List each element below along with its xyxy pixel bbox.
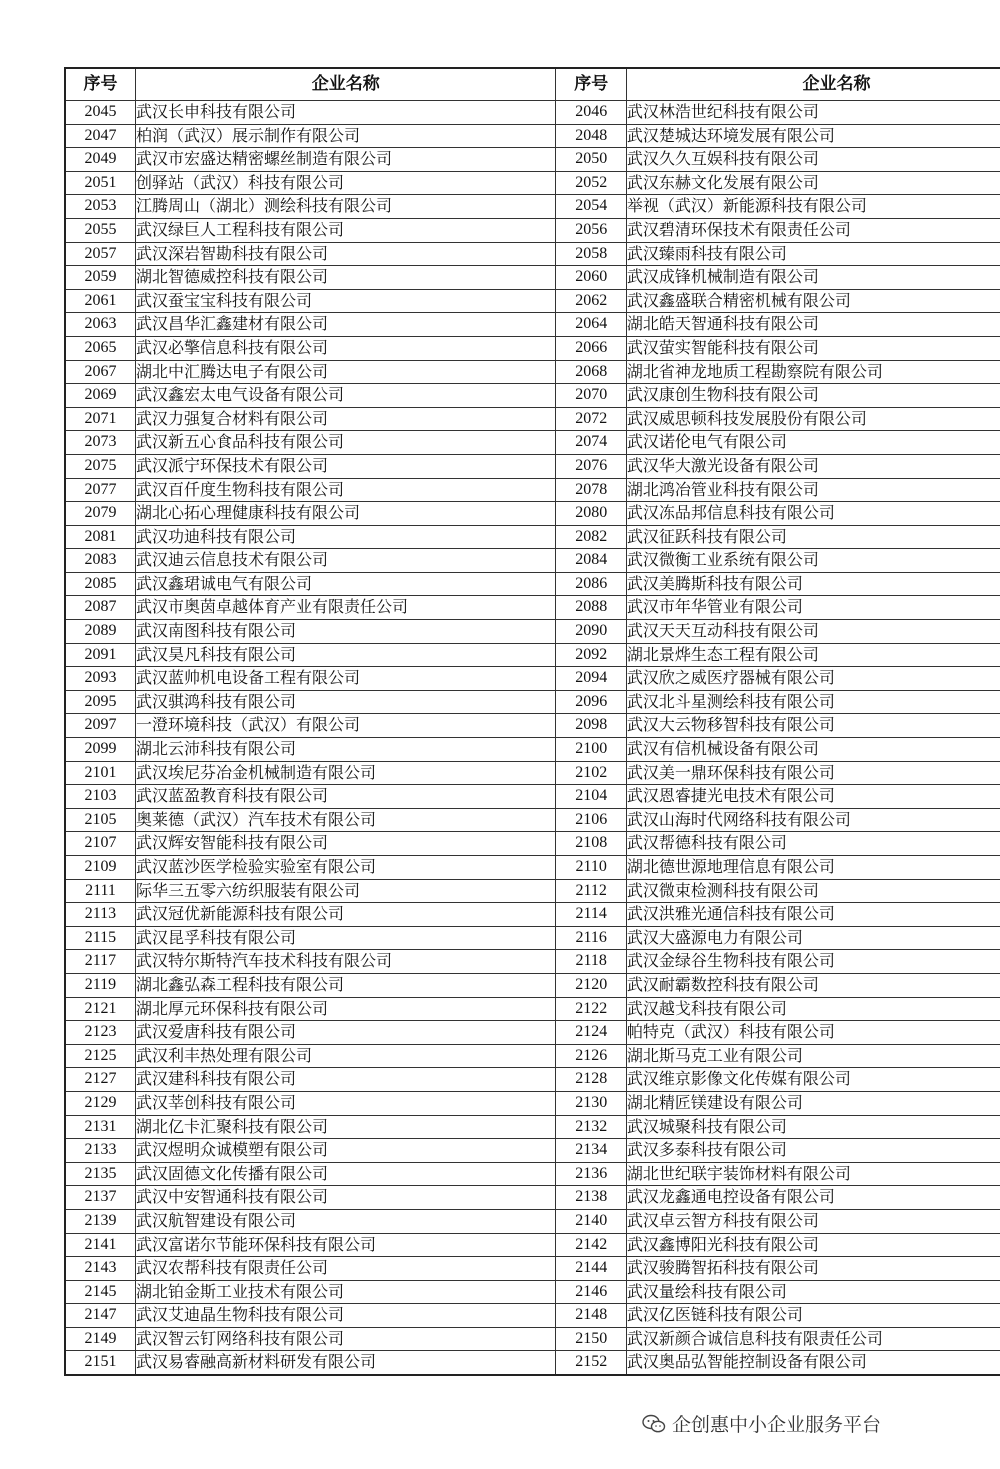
company-name-cell: 湖北智德威控科技有限公司 — [135, 266, 556, 290]
company-name-cell: 武汉维京影像文化传媒有限公司 — [626, 1068, 1000, 1092]
serial-cell: 2069 — [65, 384, 135, 408]
company-name-cell: 武汉微束检测科技有限公司 — [626, 879, 1000, 903]
company-name-cell: 武汉市奥茵卓越体育产业有限责任公司 — [135, 596, 556, 620]
header-serial-left: 序号 — [65, 68, 135, 101]
company-name-cell: 湖北亿卡汇聚科技有限公司 — [135, 1115, 556, 1139]
serial-cell: 2120 — [556, 973, 626, 997]
serial-cell: 2096 — [556, 690, 626, 714]
serial-cell: 2059 — [65, 266, 135, 290]
company-name-cell: 湖北厚元环保科技有限公司 — [135, 997, 556, 1021]
serial-cell: 2073 — [65, 431, 135, 455]
company-name-cell: 武汉天天互动科技有限公司 — [626, 620, 1000, 644]
serial-cell: 2045 — [65, 101, 135, 125]
serial-cell: 2094 — [556, 667, 626, 691]
company-name-cell: 湖北铂金斯工业技术有限公司 — [135, 1280, 556, 1304]
serial-cell: 2092 — [556, 643, 626, 667]
company-name-cell: 武汉冻品邦信息科技有限公司 — [626, 502, 1000, 526]
company-name-cell: 武汉林浩世纪科技有限公司 — [626, 101, 1000, 125]
table-body — [65, 101, 1000, 1376]
table-row — [65, 808, 1000, 832]
serial-cell: 2053 — [65, 195, 135, 219]
company-name-cell: 武汉康创生物科技有限公司 — [626, 384, 1000, 408]
company-name-cell: 武汉帮德科技有限公司 — [626, 832, 1000, 856]
table-row — [65, 572, 1000, 596]
company-name-cell: 湖北鸿冶管业科技有限公司 — [626, 478, 1000, 502]
company-name-cell: 武汉鑫宏太电气设备有限公司 — [135, 384, 556, 408]
serial-cell: 2079 — [65, 502, 135, 526]
serial-cell: 2118 — [556, 950, 626, 974]
company-name-cell: 湖北景烨生态工程有限公司 — [626, 643, 1000, 667]
company-name-cell: 武汉久久互娱科技有限公司 — [626, 148, 1000, 172]
company-name-cell: 武汉鑫盛联合精密机械有限公司 — [626, 289, 1000, 313]
company-name-cell: 武汉埃尼芬冶金机械制造有限公司 — [135, 761, 556, 785]
company-name-cell: 武汉迪云信息技术有限公司 — [135, 549, 556, 573]
serial-cell: 2128 — [556, 1068, 626, 1092]
company-name-cell: 武汉城聚科技有限公司 — [626, 1115, 1000, 1139]
company-name-cell: 武汉多泰科技有限公司 — [626, 1139, 1000, 1163]
company-name-cell: 武汉农帮科技有限责任公司 — [135, 1257, 556, 1281]
table-row — [65, 926, 1000, 950]
company-name-cell: 武汉智云钉网络科技有限公司 — [135, 1327, 556, 1351]
company-name-cell: 武汉特尔斯特汽车技术科技有限公司 — [135, 950, 556, 974]
serial-cell: 2122 — [556, 997, 626, 1021]
table-row — [65, 856, 1000, 880]
company-name-cell: 武汉征跃科技有限公司 — [626, 525, 1000, 549]
table-row — [65, 266, 1000, 290]
serial-cell: 2062 — [556, 289, 626, 313]
serial-cell: 2107 — [65, 832, 135, 856]
serial-cell: 2047 — [65, 124, 135, 148]
serial-cell: 2087 — [65, 596, 135, 620]
serial-cell: 2048 — [556, 124, 626, 148]
serial-cell: 2054 — [556, 195, 626, 219]
company-name-cell: 武汉蓝沙医学检验实验室有限公司 — [135, 856, 556, 880]
company-name-cell: 武汉亿医链科技有限公司 — [626, 1304, 1000, 1328]
table-row — [65, 1304, 1000, 1328]
serial-cell: 2139 — [65, 1209, 135, 1233]
table-row — [65, 1209, 1000, 1233]
table-row — [65, 1068, 1000, 1092]
serial-cell: 2116 — [556, 926, 626, 950]
table-row — [65, 1115, 1000, 1139]
serial-cell: 2108 — [556, 832, 626, 856]
company-name-cell: 武汉长申科技有限公司 — [135, 101, 556, 125]
serial-cell: 2056 — [556, 218, 626, 242]
company-name-cell: 武汉大盛源电力有限公司 — [626, 926, 1000, 950]
company-list-sheet — [64, 67, 1000, 1376]
company-name-cell: 武汉萤实智能科技有限公司 — [626, 336, 1000, 360]
serial-cell: 2142 — [556, 1233, 626, 1257]
serial-cell: 2149 — [65, 1327, 135, 1351]
company-name-cell: 武汉卓云智方科技有限公司 — [626, 1209, 1000, 1233]
company-name-cell: 武汉市年华管业有限公司 — [626, 596, 1000, 620]
serial-cell: 2049 — [65, 148, 135, 172]
company-name-cell: 武汉富诺尔节能环保科技有限公司 — [135, 1233, 556, 1257]
serial-cell: 2109 — [65, 856, 135, 880]
company-name-cell: 武汉蚕宝宝科技有限公司 — [135, 289, 556, 313]
serial-cell: 2090 — [556, 620, 626, 644]
serial-cell: 2147 — [65, 1304, 135, 1328]
company-name-cell: 武汉力强复合材料有限公司 — [135, 407, 556, 431]
company-name-cell: 武汉鑫珺诚电气有限公司 — [135, 572, 556, 596]
company-name-cell: 武汉航智建设有限公司 — [135, 1209, 556, 1233]
serial-cell: 2110 — [556, 856, 626, 880]
company-name-cell: 湖北皓天智通科技有限公司 — [626, 313, 1000, 337]
company-name-cell: 武汉爱唐科技有限公司 — [135, 1021, 556, 1045]
company-name-cell: 湖北省神龙地质工程勘察院有限公司 — [626, 360, 1000, 384]
serial-cell: 2119 — [65, 973, 135, 997]
company-name-cell: 武汉成锋机械制造有限公司 — [626, 266, 1000, 290]
company-name-cell: 湖北德世源地理信息有限公司 — [626, 856, 1000, 880]
company-name-cell: 武汉易睿融高新材料研发有限公司 — [135, 1351, 556, 1375]
company-name-cell: 武汉中安智通科技有限公司 — [135, 1186, 556, 1210]
company-name-cell: 帕特克（武汉）科技有限公司 — [626, 1021, 1000, 1045]
company-name-cell: 武汉微衡工业系统有限公司 — [626, 549, 1000, 573]
serial-cell: 2145 — [65, 1280, 135, 1304]
company-name-cell: 武汉市宏盛达精密螺丝制造有限公司 — [135, 148, 556, 172]
serial-cell: 2125 — [65, 1044, 135, 1068]
company-name-cell: 武汉必擎信息科技有限公司 — [135, 336, 556, 360]
serial-cell: 2050 — [556, 148, 626, 172]
company-name-cell: 武汉大云物移智科技有限公司 — [626, 714, 1000, 738]
table-row — [65, 950, 1000, 974]
table-row — [65, 454, 1000, 478]
company-name-cell: 奥莱德（武汉）汽车技术有限公司 — [135, 808, 556, 832]
serial-cell: 2099 — [65, 738, 135, 762]
table-row — [65, 478, 1000, 502]
serial-cell: 2131 — [65, 1115, 135, 1139]
company-name-cell: 湖北世纪联宇装饰材料有限公司 — [626, 1162, 1000, 1186]
serial-cell: 2106 — [556, 808, 626, 832]
company-name-cell: 武汉楚城达环境发展有限公司 — [626, 124, 1000, 148]
table-row — [65, 997, 1000, 1021]
company-name-cell: 武汉欣之威医疗器械有限公司 — [626, 667, 1000, 691]
table-row — [65, 879, 1000, 903]
company-name-cell: 江腾周山（湖北）测绘科技有限公司 — [135, 195, 556, 219]
serial-cell: 2058 — [556, 242, 626, 266]
serial-cell: 2152 — [556, 1351, 626, 1375]
company-name-cell: 武汉威思顿科技发展股份有限公司 — [626, 407, 1000, 431]
company-name-cell: 武汉绿巨人工程科技有限公司 — [135, 218, 556, 242]
serial-cell: 2104 — [556, 785, 626, 809]
serial-cell: 2065 — [65, 336, 135, 360]
serial-cell: 2138 — [556, 1186, 626, 1210]
company-name-cell: 武汉新颜合诚信息科技有限责任公司 — [626, 1327, 1000, 1351]
serial-cell: 2100 — [556, 738, 626, 762]
table-row — [65, 525, 1000, 549]
company-name-cell: 武汉百仟度生物科技有限公司 — [135, 478, 556, 502]
company-name-cell: 武汉耐霸数控科技有限公司 — [626, 973, 1000, 997]
serial-cell: 2141 — [65, 1233, 135, 1257]
table-row — [65, 761, 1000, 785]
serial-cell: 2066 — [556, 336, 626, 360]
company-name-cell: 武汉诺伦电气有限公司 — [626, 431, 1000, 455]
serial-cell: 2151 — [65, 1351, 135, 1375]
serial-cell: 2126 — [556, 1044, 626, 1068]
company-name-cell: 武汉骏腾智拓科技有限公司 — [626, 1257, 1000, 1281]
serial-cell: 2129 — [65, 1091, 135, 1115]
table-row — [65, 620, 1000, 644]
company-name-cell: 湖北斯马克工业有限公司 — [626, 1044, 1000, 1068]
header-serial-right: 序号 — [556, 68, 626, 101]
company-name-cell: 柏润（武汉）展示制作有限公司 — [135, 124, 556, 148]
table-row — [65, 785, 1000, 809]
company-name-cell: 武汉冠优新能源科技有限公司 — [135, 903, 556, 927]
table-row — [65, 596, 1000, 620]
table-row — [65, 1186, 1000, 1210]
serial-cell: 2083 — [65, 549, 135, 573]
serial-cell: 2098 — [556, 714, 626, 738]
serial-cell: 2078 — [556, 478, 626, 502]
table-row — [65, 714, 1000, 738]
serial-cell: 2080 — [556, 502, 626, 526]
serial-cell: 2127 — [65, 1068, 135, 1092]
company-name-cell: 湖北中汇腾达电子有限公司 — [135, 360, 556, 384]
company-name-cell: 武汉碧清环保技术有限责任公司 — [626, 218, 1000, 242]
serial-cell: 2123 — [65, 1021, 135, 1045]
serial-cell: 2061 — [65, 289, 135, 313]
serial-cell: 2081 — [65, 525, 135, 549]
serial-cell: 2091 — [65, 643, 135, 667]
serial-cell: 2067 — [65, 360, 135, 384]
company-name-cell: 武汉建科科技有限公司 — [135, 1068, 556, 1092]
company-name-cell: 武汉新五心食品科技有限公司 — [135, 431, 556, 455]
table-row — [65, 148, 1000, 172]
serial-cell: 2137 — [65, 1186, 135, 1210]
wechat-icon — [642, 1413, 666, 1435]
company-name-cell: 湖北心拓心理健康科技有限公司 — [135, 502, 556, 526]
serial-cell: 2144 — [556, 1257, 626, 1281]
serial-cell: 2052 — [556, 171, 626, 195]
company-name-cell: 武汉东赫文化发展有限公司 — [626, 171, 1000, 195]
company-name-cell: 武汉艾迪晶生物科技有限公司 — [135, 1304, 556, 1328]
table-row — [65, 289, 1000, 313]
company-name-cell: 一澄环境科技（武汉）有限公司 — [135, 714, 556, 738]
company-name-cell: 湖北云沛科技有限公司 — [135, 738, 556, 762]
serial-cell: 2076 — [556, 454, 626, 478]
header-company-name-left: 企业名称 — [135, 68, 556, 101]
table-row — [65, 1044, 1000, 1068]
serial-cell: 2102 — [556, 761, 626, 785]
serial-cell: 2101 — [65, 761, 135, 785]
company-name-cell: 武汉蓝帅机电设备工程有限公司 — [135, 667, 556, 691]
serial-cell: 2074 — [556, 431, 626, 455]
table-row — [65, 1091, 1000, 1115]
company-name-cell: 武汉南图科技有限公司 — [135, 620, 556, 644]
company-name-cell: 武汉派宁环保技术有限公司 — [135, 454, 556, 478]
table-row — [65, 549, 1000, 573]
company-name-cell: 武汉功迪科技有限公司 — [135, 525, 556, 549]
serial-cell: 2077 — [65, 478, 135, 502]
company-name-cell: 武汉奥品弘智能控制设备有限公司 — [626, 1351, 1000, 1375]
serial-cell: 2051 — [65, 171, 135, 195]
table-row — [65, 1280, 1000, 1304]
table-row — [65, 360, 1000, 384]
serial-cell: 2068 — [556, 360, 626, 384]
company-name-cell: 武汉华大激光设备有限公司 — [626, 454, 1000, 478]
serial-cell: 2105 — [65, 808, 135, 832]
table-row — [65, 384, 1000, 408]
serial-cell: 2113 — [65, 903, 135, 927]
header-company-name-right: 企业名称 — [626, 68, 1000, 101]
table-row — [65, 903, 1000, 927]
table-row — [65, 1021, 1000, 1045]
serial-cell: 2111 — [65, 879, 135, 903]
table-row — [65, 101, 1000, 125]
table-row — [65, 738, 1000, 762]
company-name-cell: 武汉美一鼎环保科技有限公司 — [626, 761, 1000, 785]
table-row — [65, 690, 1000, 714]
serial-cell: 2089 — [65, 620, 135, 644]
serial-cell: 2084 — [556, 549, 626, 573]
serial-cell: 2130 — [556, 1091, 626, 1115]
table-row — [65, 431, 1000, 455]
serial-cell: 2093 — [65, 667, 135, 691]
table-row — [65, 1233, 1000, 1257]
company-name-cell: 际华三五零六纺织服装有限公司 — [135, 879, 556, 903]
company-name-cell: 湖北精匠镁建设有限公司 — [626, 1091, 1000, 1115]
company-name-cell: 武汉恩睿捷光电技术有限公司 — [626, 785, 1000, 809]
serial-cell: 2133 — [65, 1139, 135, 1163]
company-name-cell: 武汉臻雨科技有限公司 — [626, 242, 1000, 266]
serial-cell: 2135 — [65, 1162, 135, 1186]
serial-cell: 2088 — [556, 596, 626, 620]
serial-cell: 2085 — [65, 572, 135, 596]
serial-cell: 2146 — [556, 1280, 626, 1304]
table-row — [65, 407, 1000, 431]
serial-cell: 2143 — [65, 1257, 135, 1281]
serial-cell: 2070 — [556, 384, 626, 408]
serial-cell: 2057 — [65, 242, 135, 266]
company-name-cell: 举视（武汉）新能源科技有限公司 — [626, 195, 1000, 219]
table-row — [65, 171, 1000, 195]
table-row — [65, 643, 1000, 667]
company-name-cell: 武汉深岩智勘科技有限公司 — [135, 242, 556, 266]
serial-cell: 2075 — [65, 454, 135, 478]
company-name-cell: 武汉有信机械设备有限公司 — [626, 738, 1000, 762]
company-name-cell: 武汉量绘科技有限公司 — [626, 1280, 1000, 1304]
company-name-cell: 武汉固德文化传播有限公司 — [135, 1162, 556, 1186]
company-name-cell: 创驿站（武汉）科技有限公司 — [135, 171, 556, 195]
serial-cell: 2082 — [556, 525, 626, 549]
watermark — [642, 1410, 881, 1437]
table-row — [65, 832, 1000, 856]
table-row — [65, 502, 1000, 526]
table-row — [65, 313, 1000, 337]
table-row — [65, 1351, 1000, 1375]
serial-cell: 2086 — [556, 572, 626, 596]
company-name-cell: 武汉美腾斯科技有限公司 — [626, 572, 1000, 596]
serial-cell: 2124 — [556, 1021, 626, 1045]
serial-cell: 2115 — [65, 926, 135, 950]
serial-cell: 2072 — [556, 407, 626, 431]
table-row — [65, 667, 1000, 691]
serial-cell: 2114 — [556, 903, 626, 927]
company-name-cell: 武汉鑫博阳光科技有限公司 — [626, 1233, 1000, 1257]
serial-cell: 2055 — [65, 218, 135, 242]
table-row — [65, 1139, 1000, 1163]
company-name-cell: 湖北鑫弘森工程科技有限公司 — [135, 973, 556, 997]
serial-cell: 2150 — [556, 1327, 626, 1351]
company-name-cell: 武汉龙鑫通电控设备有限公司 — [626, 1186, 1000, 1210]
company-name-cell: 武汉莘创科技有限公司 — [135, 1091, 556, 1115]
company-name-cell: 武汉利丰热处理有限公司 — [135, 1044, 556, 1068]
table-row — [65, 1257, 1000, 1281]
company-name-cell: 武汉昆孚科技有限公司 — [135, 926, 556, 950]
company-name-cell: 武汉骐鸿科技有限公司 — [135, 690, 556, 714]
table-row — [65, 1162, 1000, 1186]
company-name-cell: 武汉蓝盈教育科技有限公司 — [135, 785, 556, 809]
serial-cell: 2112 — [556, 879, 626, 903]
table-row — [65, 1327, 1000, 1351]
table-row — [65, 218, 1000, 242]
table-row — [65, 124, 1000, 148]
serial-cell: 2071 — [65, 407, 135, 431]
table-row — [65, 242, 1000, 266]
company-name-cell: 武汉辉安智能科技有限公司 — [135, 832, 556, 856]
table-header-row — [65, 68, 1000, 101]
serial-cell: 2046 — [556, 101, 626, 125]
serial-cell: 2140 — [556, 1209, 626, 1233]
serial-cell: 2103 — [65, 785, 135, 809]
company-name-cell: 武汉昊凡科技有限公司 — [135, 643, 556, 667]
serial-cell: 2117 — [65, 950, 135, 974]
watermark-text: 企创惠中小企业服务平台 — [672, 1414, 882, 1436]
serial-cell: 2095 — [65, 690, 135, 714]
company-table — [64, 67, 1000, 1376]
company-name-cell: 武汉昌华汇鑫建材有限公司 — [135, 313, 556, 337]
serial-cell: 2097 — [65, 714, 135, 738]
table-row — [65, 195, 1000, 219]
company-name-cell: 武汉山海时代网络科技有限公司 — [626, 808, 1000, 832]
company-name-cell: 武汉北斗星测绘科技有限公司 — [626, 690, 1000, 714]
serial-cell: 2063 — [65, 313, 135, 337]
serial-cell: 2121 — [65, 997, 135, 1021]
serial-cell: 2148 — [556, 1304, 626, 1328]
table-row — [65, 973, 1000, 997]
table-row — [65, 336, 1000, 360]
serial-cell: 2136 — [556, 1162, 626, 1186]
serial-cell: 2132 — [556, 1115, 626, 1139]
serial-cell: 2060 — [556, 266, 626, 290]
serial-cell: 2064 — [556, 313, 626, 337]
company-name-cell: 武汉金绿谷生物科技有限公司 — [626, 950, 1000, 974]
company-name-cell: 武汉洪雅光通信科技有限公司 — [626, 903, 1000, 927]
company-name-cell: 武汉越戈科技有限公司 — [626, 997, 1000, 1021]
serial-cell: 2134 — [556, 1139, 626, 1163]
company-name-cell: 武汉煜明众诚模塑有限公司 — [135, 1139, 556, 1163]
